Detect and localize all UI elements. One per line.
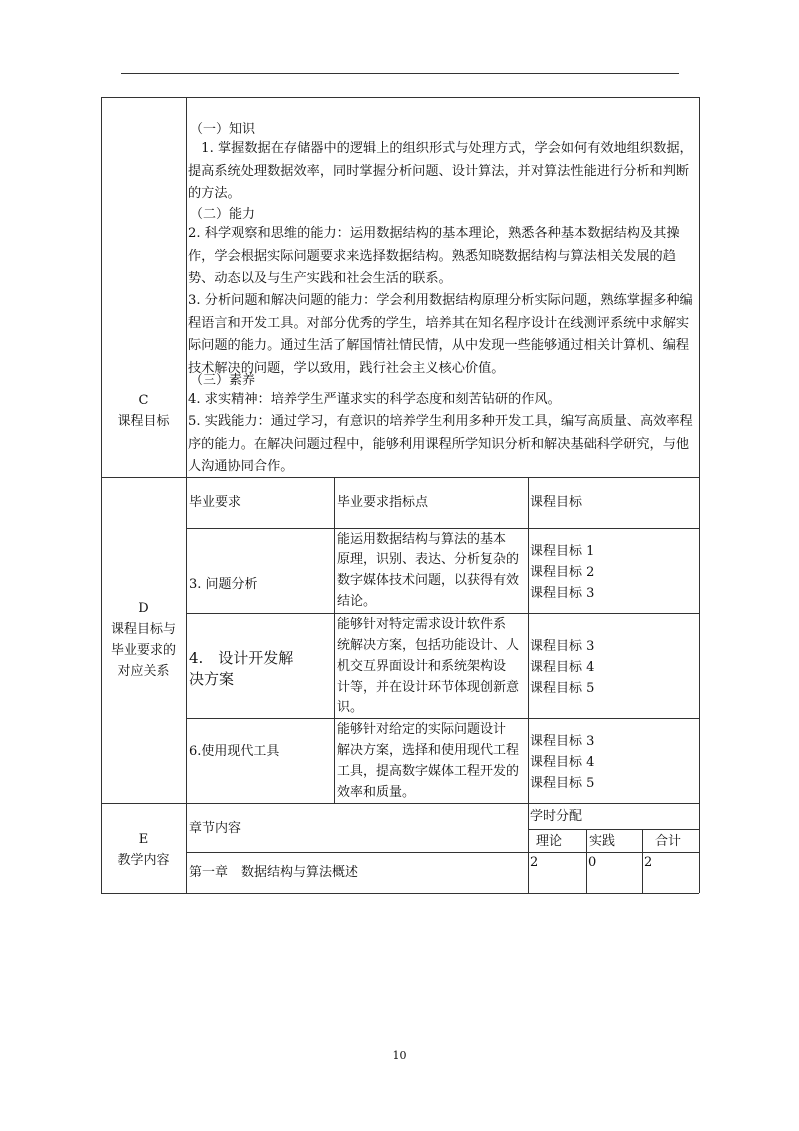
course-goal: 课程目标 4 <box>530 755 595 770</box>
course-goal: 课程目标 1 <box>530 544 595 559</box>
header-practice: 实践 <box>589 834 616 849</box>
heading-literacy: （三）素养 <box>190 373 256 388</box>
objective-4: 4. 求实精神：培养学生严谨求实的科学态度和刻苦钻研的作风。 <box>188 392 561 407</box>
indicator-line: 数字媒体技术问题，以获得有效 <box>337 573 520 588</box>
heading-knowledge: （一）知识 <box>190 122 256 137</box>
section-e-letter: E <box>138 832 149 847</box>
header-chapter: 章节内容 <box>189 821 242 836</box>
course-goal: 课程目标 4 <box>530 660 595 675</box>
header-total: 合计 <box>655 834 682 849</box>
header-theory: 理论 <box>536 834 563 849</box>
header-indicator: 毕业要求指标点 <box>337 495 429 510</box>
objective-5: 5. 实践能力：通过学习，有意识的培养学生利用多种开发工具，编写高质量、高效率程序的能力。在解决问题过程中，能够利用课程所学知识分析和解决基础科学研究，与他人沟通协同合作。 <box>188 414 693 474</box>
indicator-line: 原理，识别、表达、分析复杂的 <box>337 552 520 567</box>
section-d-title-line1: 课程目标与 <box>110 622 176 637</box>
indicator-line: 能够针对给定的实际问题设计 <box>337 722 507 737</box>
section-d-title-line2: 毕业要求的 <box>110 643 176 658</box>
objective-2: 2. 科学观察和思维的能力：运用数据结构的基本理论，熟悉各种基本数据结构及其操作，学会根据实际问题要求来选择数据结构。熟悉知晓数据结构与算法相关发展的趋势、动态以及与生产实践和社会生活的联系。 <box>188 226 680 286</box>
indicator-line: 解决方案，选择和使用现代工程 <box>337 743 520 758</box>
course-goal: 课程目标 3 <box>530 734 595 749</box>
theory-hours: 2 <box>530 855 539 870</box>
graduation-req-line2: 决方案 <box>189 670 235 688</box>
section-d-letter: D <box>138 601 149 616</box>
indicator-line: 统解决方案，包括功能设计、人 <box>337 638 520 653</box>
indicator-line: 机交互界面设计和系统架构设 <box>337 659 507 674</box>
graduation-req-line1: 4. 设计开发解 <box>189 649 294 667</box>
objective-3: 3. 分析问题和解决问题的能力：学会利用数据结构原理分析实际问题，熟练掌握多种编程语言和开发工具。对部分优秀的学生，培养其在知名程序设计在线测评系统中求解实际问题的能力。通过生活了解国情社情民情，从中发现一些能够通过相关计算机、编程技术解决的问题，学以致用，践行社会主义核心价值。 <box>188 293 693 376</box>
indicator-line: 计等，并在设计环节体现创新意 <box>337 680 520 695</box>
course-goal: 课程目标 5 <box>530 681 595 696</box>
indicator-line: 工具，提高数字媒体工程开发的 <box>337 764 520 779</box>
course-goal: 课程目标 3 <box>530 586 595 601</box>
total-hours: 2 <box>644 855 653 870</box>
graduation-req: 6.使用现代工具 <box>189 744 280 759</box>
indicator-line: 能运用数据结构与算法的基本 <box>337 532 507 547</box>
section-d-title-line3: 对应关系 <box>117 664 170 679</box>
indicator-line: 能够针对特定需求设计软件系 <box>337 617 507 632</box>
section-c-title: 课程目标 <box>117 414 170 429</box>
indicator-line: 识。 <box>337 700 364 715</box>
section-e-title: 教学内容 <box>117 853 170 868</box>
page-number: 10 <box>392 1049 407 1062</box>
course-goal: 课程目标 5 <box>530 776 595 791</box>
indicator-line: 效率和质量。 <box>337 785 416 800</box>
course-goal: 课程目标 2 <box>530 565 595 580</box>
header-hours: 学时分配 <box>530 809 583 824</box>
chapter-title: 第一章 数据结构与算法概述 <box>189 865 359 880</box>
heading-ability: （二）能力 <box>190 207 256 222</box>
objective-1: 1. 掌握数据在存储器中的逻辑上的组织形式与处理方式，学会如何有效地组织数据，提高系统处理数据效率，同时掌握分析问题、设计算法，并对算法性能进行分析和判断的方法。 <box>188 141 693 201</box>
course-goal: 课程目标 3 <box>530 639 595 654</box>
header-graduation-req: 毕业要求 <box>189 495 242 510</box>
header-rule <box>121 73 679 74</box>
practice-hours: 0 <box>588 855 597 870</box>
header-course-goal: 课程目标 <box>530 495 583 510</box>
section-c-letter: C <box>138 393 149 408</box>
indicator-line: 结论。 <box>337 594 377 609</box>
graduation-req: 3. 问题分析 <box>189 577 258 592</box>
